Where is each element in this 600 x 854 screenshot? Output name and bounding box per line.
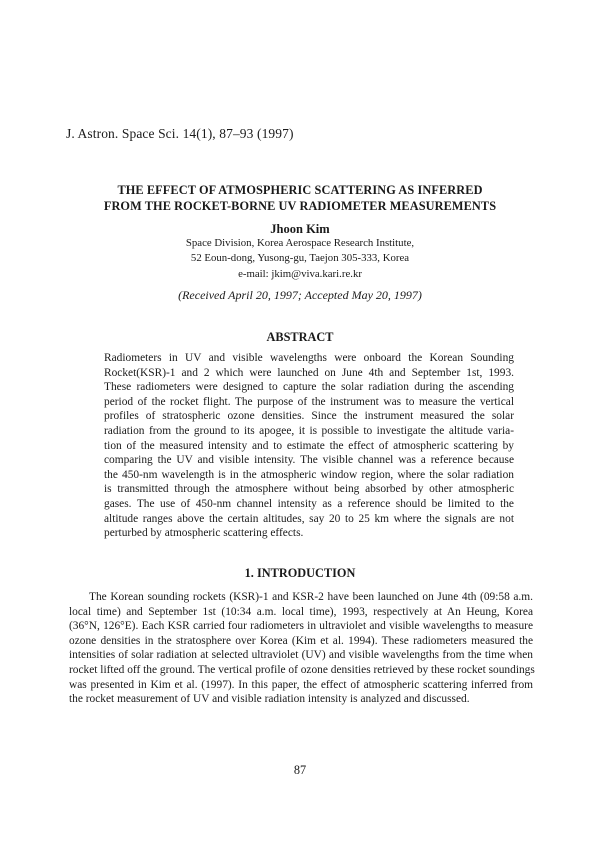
page-number: 87: [293, 763, 307, 777]
abstract-line: gases. The use of 450-nm channel intensity as a reference should be limited to the: [104, 497, 514, 510]
abstract-line: period of the rocket flight. The purpose of the instrument was to measure the vertical: [104, 395, 514, 408]
abstract-heading: ABSTRACT: [266, 330, 334, 344]
intro-line: the rocket measurement of UV and visible radiation intensity is analyzed and discussed.: [69, 693, 470, 706]
intro-line: intensities of solar radiation at selected ultraviolet (UV) and visible wavelengths from the time when: [69, 649, 533, 662]
received-dates: (Received April 20, 1997; Accepted May 20, 1997): [178, 288, 422, 302]
abstract-line: radiation from the ground to its apogee, it is possible to investigate the altitude varia-: [104, 424, 514, 437]
intro-line: ozone densities in the stratosphere over Korea (Kim et al. 1994). These radiometers measured the: [69, 634, 533, 647]
author-affiliation: [0, 236, 600, 266]
introduction-heading: 1. INTRODUCTION: [244, 566, 356, 580]
intro-line: The Korean sounding rockets (KSR)-1 and KSR-2 have been launched on June 4th (09:58 a.m.: [89, 591, 533, 603]
abstract-line: the 450-nm wavelength is in the atmospheric window region, where the solar radiation: [104, 468, 514, 481]
abstract-body: [104, 351, 514, 541]
abstract-line: These radiometers were designed to capture the solar radiation during the ascending: [104, 381, 514, 394]
abstract-line: Radiometers in UV and visible wavelengths were onboard the Korean Sounding: [104, 352, 514, 364]
intro-line: rocket lifted off the ground. The vertical profile of ozone densities retrieved by these rocket soundings: [69, 663, 535, 676]
affiliation-line: 52 Eoun-dong, Yusong-gu, Taejon 305-333, Korea: [190, 252, 410, 264]
affiliation-line: Space Division, Korea Aerospace Research Institute,: [185, 237, 415, 249]
abstract-line: is transmitted through the atmosphere without being absorbed by other atmospheric: [104, 483, 514, 496]
intro-line: (36°N, 126°E). Each KSR carried four radiometers in ultraviolet and visible wavelengths to measure: [69, 620, 533, 633]
title-line: FROM THE ROCKET-BORNE UV RADIOMETER MEASUREMENTS: [103, 199, 497, 213]
journal-citation: J. Astron. Space Sci. 14(1), 87–93 (1997): [66, 126, 294, 141]
abstract-line: tion of the measured intensity and to estimate the effect of atmospheric scattering by: [104, 439, 514, 452]
intro-line: was presented in Kim et al. (1997). In this paper, the effect of atmospheric scattering inferred from: [69, 678, 533, 691]
introduction-body: [69, 590, 533, 707]
abstract-line: altitude ranges above the certain altitudes, say 20 to 25 km where the signals are not: [104, 512, 514, 525]
paper-title: [60, 182, 540, 214]
title-line: THE EFFECT OF ATMOSPHERIC SCATTERING AS INFERRED: [117, 183, 483, 197]
intro-line: local time) and September 1st (10:34 a.m. local time), 1993, respectively at An Heung, Korea: [69, 605, 533, 618]
author-name: Jhoon Kim: [270, 222, 330, 236]
abstract-line: comparing the UV and visible intensity. The visible channel was a reference because: [104, 454, 514, 467]
abstract-line: perturbed by atmospheric scattering effects.: [104, 527, 304, 540]
author-email: e-mail: jkim@viva.kari.re.kr: [238, 268, 362, 280]
abstract-line: Rocket(KSR)-1 and 2 which were launched on June 4th and September 1st, 1993.: [104, 366, 514, 379]
abstract-line: profiles of stratospheric ozone densities. Since the instrument measured the solar: [104, 410, 514, 423]
